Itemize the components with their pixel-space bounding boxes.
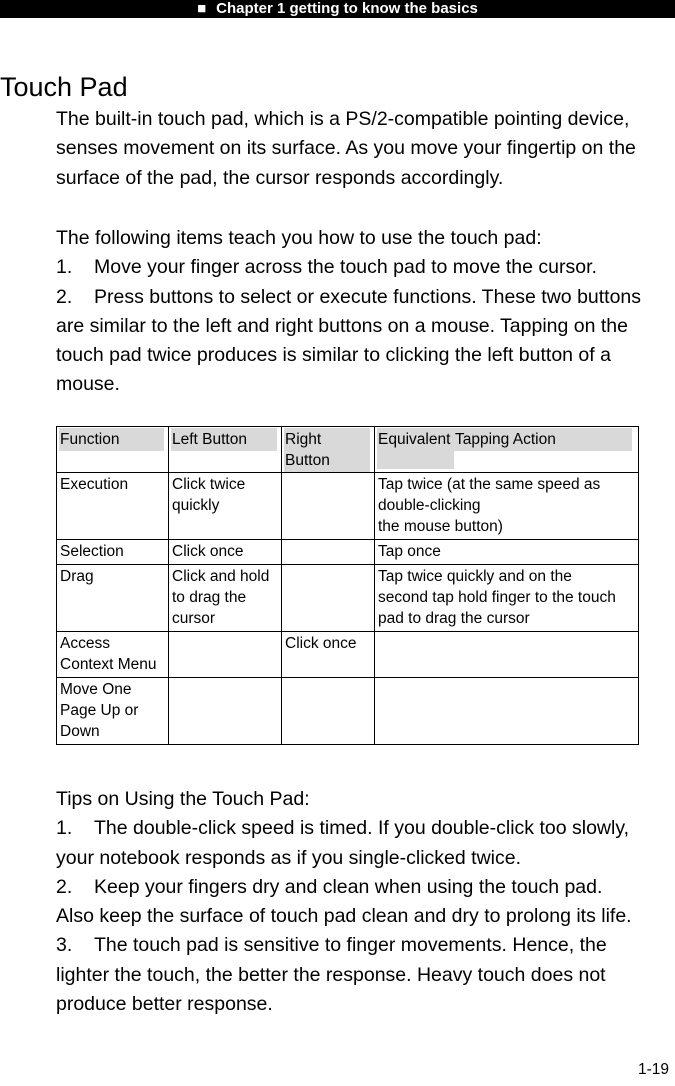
left-button-cell: Click once	[169, 540, 282, 565]
item-number: 2.	[56, 285, 73, 308]
tapping-action-cell: Tap once	[375, 540, 639, 565]
header-cell-function: Function	[57, 427, 169, 473]
chapter-header-bar	[0, 0, 675, 18]
item-text: Move your finger across the touch pad to move the cursor.	[94, 256, 597, 279]
item-number: 3.	[56, 934, 73, 957]
table-row	[57, 473, 639, 540]
table-row	[57, 565, 639, 632]
right-button-cell	[282, 540, 375, 565]
tapping-action-cell: Tap twice quickly and on the second tap hold finger to the touch pad to drag the cursor	[375, 565, 639, 632]
function-cell: Selection	[57, 540, 169, 565]
square-bullet-icon: ■	[197, 0, 207, 17]
intro-line: senses movement on its surface. As you move your fingertip on the	[56, 137, 636, 160]
tip-item	[56, 814, 675, 843]
intro-paragraph	[56, 105, 675, 193]
header-cell-right-button: Right Button	[282, 427, 375, 473]
item-number: 1.	[56, 256, 73, 279]
left-button-cell: Click and hold to drag the cursor	[169, 565, 282, 632]
left-button-cell	[169, 678, 282, 745]
touchpad-function-table	[56, 426, 639, 745]
tips-heading: Tips on Using the Touch Pad:	[56, 788, 310, 810]
tip-item	[56, 873, 675, 902]
header-cell-left-button: Left Button	[169, 427, 282, 473]
section-title: Touch Pad	[0, 72, 128, 102]
right-button-cell	[282, 678, 375, 745]
usage-continuation-line: are similar to the left and right buttons on a mouse. Tapping on the	[56, 314, 628, 337]
header-equivalent: Equivalent	[377, 428, 454, 469]
header-cell-equivalent-tapping	[375, 427, 639, 473]
header-tapping-action: Tapping Action	[454, 428, 632, 451]
tip-continuation-line: lighter the touch, the better the response. Heavy touch does not	[56, 963, 606, 986]
right-button-cell: Click once	[282, 632, 375, 678]
tip-continuation-line: Also keep the surface of touch pad clean and dry to prolong its life.	[56, 905, 632, 928]
function-cell: Move One Page Up or Down	[57, 678, 169, 745]
usage-continuation-line: touch pad twice produces is similar to clicking the left button of a	[56, 344, 611, 367]
chapter-title: Chapter 1 getting to know the basics	[216, 0, 478, 17]
right-button-cell	[282, 473, 375, 540]
item-text: The touch pad is sensitive to finger movements. Hence, the	[94, 934, 607, 957]
intro-line: The built-in touch pad, which is a PS/2-compatible pointing device,	[56, 108, 630, 130]
tip-item	[56, 931, 675, 960]
intro-line: surface of the pad, the cursor responds accordingly.	[56, 166, 504, 189]
item-number: 1.	[56, 817, 73, 840]
function-cell: Execution	[57, 473, 169, 540]
usage-section	[56, 224, 675, 400]
table-row	[57, 540, 639, 565]
function-cell: Access Context Menu	[57, 632, 169, 678]
tapping-action-cell: Tap twice (at the same speed as double-clicking the mouse button)	[375, 473, 639, 540]
right-button-cell	[282, 565, 375, 632]
left-button-cell: Click twice quickly	[169, 473, 282, 540]
tapping-action-cell	[375, 632, 639, 678]
item-text: Keep your fingers dry and clean when using the touch pad.	[94, 875, 603, 898]
tip-continuation-line: your notebook responds as if you single-clicked twice.	[56, 846, 521, 869]
table-row	[57, 632, 639, 678]
usage-item	[56, 253, 675, 282]
tapping-action-cell	[375, 678, 639, 745]
left-button-cell	[169, 632, 282, 678]
item-text: Press buttons to select or execute functions. These two buttons	[94, 285, 642, 308]
usage-heading: The following items teach you how to use the touch pad:	[56, 227, 542, 249]
tips-section	[56, 785, 675, 1019]
table-header-row	[57, 427, 639, 473]
table-row	[57, 678, 639, 745]
function-cell: Drag	[57, 565, 169, 632]
page-number: 1-19	[637, 1061, 669, 1078]
tip-continuation-line: produce better response.	[56, 993, 273, 1016]
item-text: The double-click speed is timed. If you double-click too slowly,	[94, 817, 630, 840]
usage-continuation-line: mouse.	[56, 373, 120, 396]
usage-item	[56, 283, 675, 312]
item-number: 2.	[56, 875, 73, 898]
